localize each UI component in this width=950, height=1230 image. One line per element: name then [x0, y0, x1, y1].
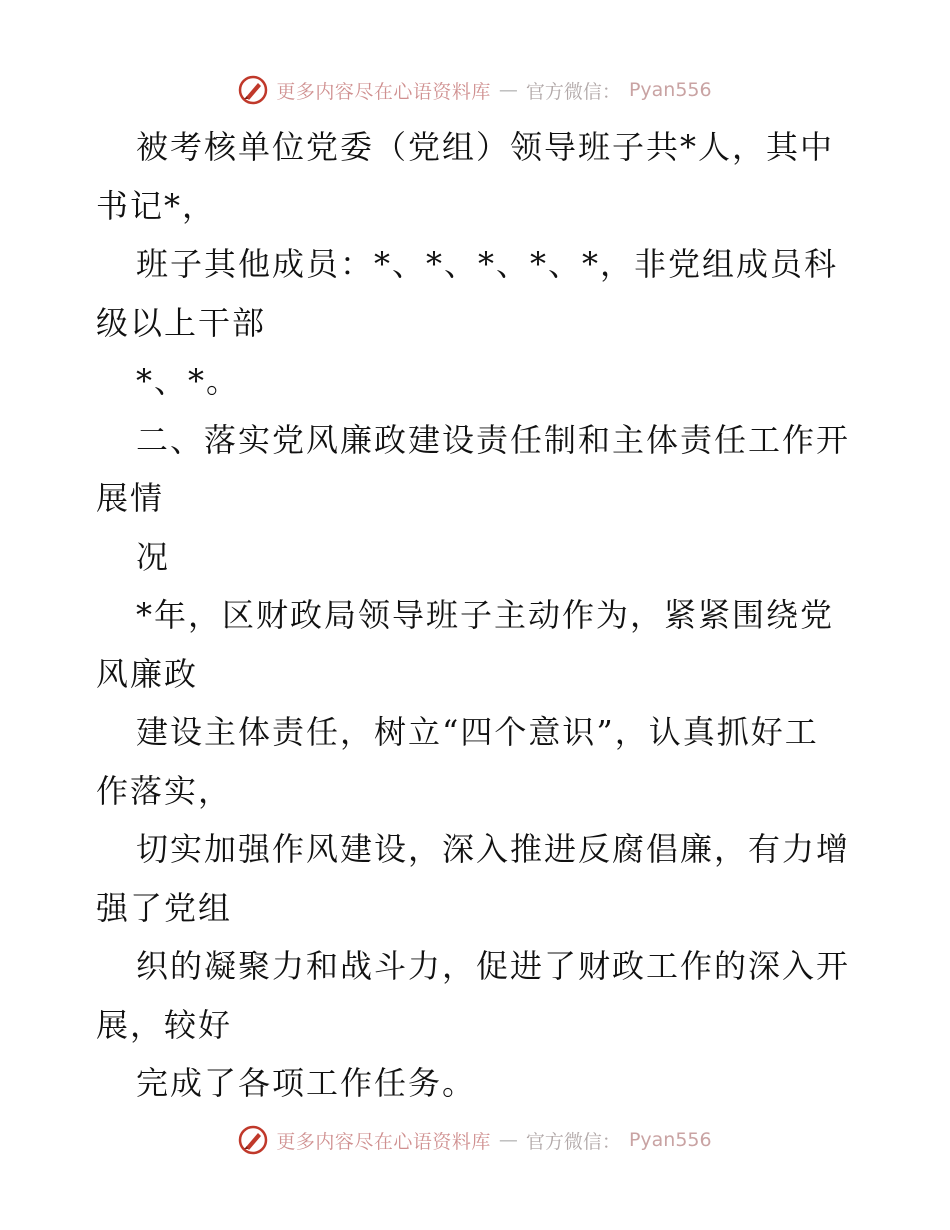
watermark-main-text: 更多内容尽在心语资料库: [276, 80, 491, 103]
pen-logo-icon: [238, 75, 268, 105]
body-text-line: 级以上干部: [96, 303, 267, 342]
watermark-id: Pyan556: [628, 1129, 712, 1151]
document-body: [96, 118, 856, 1113]
body-text-line: 作落实，: [96, 771, 233, 810]
body-text-line: 展情: [96, 479, 165, 517]
watermark-id: Pyan556: [628, 79, 712, 101]
body-text-line: *年，区财政局领导班子主动作为，紧紧围绕党: [136, 596, 835, 634]
watermark-side-text: 官方微信：: [525, 1130, 621, 1153]
body-text-line: 完成了各项工作任务。: [136, 1064, 477, 1102]
body-text-line: 被考核单位党委（党组）领导班子共*人，其中: [136, 128, 835, 166]
body-text-line: 班子其他成员：*、*、*、*、*，非党组成员科: [136, 245, 839, 283]
body-text-line: 展，较好: [96, 1005, 233, 1044]
body-text-line: *、*。: [136, 362, 241, 400]
body-text-line: 切实加强作风建设，深入推进反腐倡廉，有力增: [136, 830, 851, 868]
body-text-line: 书记*，: [96, 186, 217, 225]
watermark-main-text: 更多内容尽在心语资料库: [276, 1130, 491, 1153]
body-text-line: 织的凝聚力和战斗力，促进了财政工作的深入开: [136, 947, 851, 985]
body-text-line: 建设主体责任，树立“四个意识”，认真抓好工: [136, 713, 819, 751]
watermark-dash: —: [498, 1129, 518, 1151]
watermark-side-text: 官方微信：: [525, 80, 621, 103]
header-watermark: [0, 70, 950, 110]
watermark-dash: —: [498, 79, 518, 101]
footer-watermark: [0, 1120, 950, 1160]
body-text-line: 二、落实党风廉政建设责任制和主体责任工作开: [136, 420, 851, 459]
body-text-line: 强了党组: [96, 888, 233, 927]
pen-logo-icon: [238, 1125, 268, 1155]
body-text-line: 风廉政: [96, 654, 199, 693]
body-text-line: 况: [136, 537, 171, 576]
